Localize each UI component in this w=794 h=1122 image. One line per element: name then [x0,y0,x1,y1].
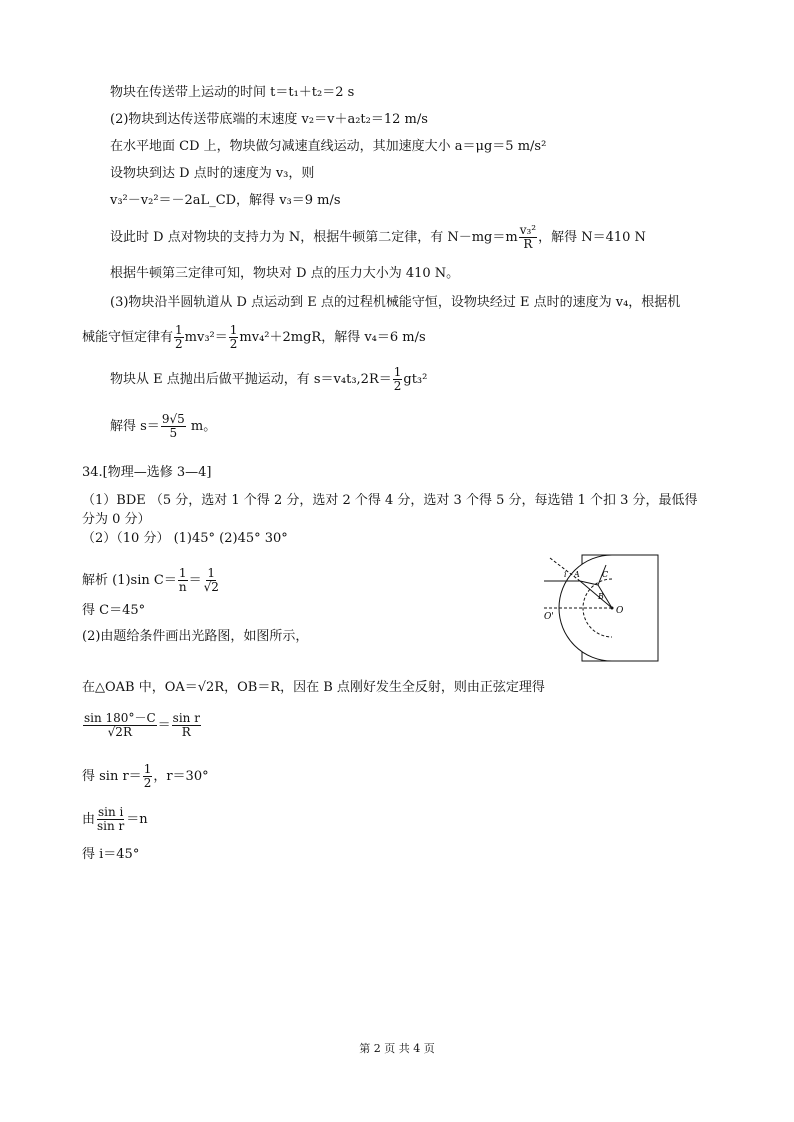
text-line [82,712,202,739]
text-line [82,806,148,833]
section-heading: 34.[物理—选修 3—4] [82,465,212,480]
text-part: mv₃²＝ [184,330,228,345]
numerator: 1 [229,323,238,337]
denominator: sin r [97,819,125,833]
text-line: (2)物块到达传送带底端的末速度 v₂＝v＋a₂t₂＝12 m/s [110,112,428,127]
fraction [229,324,239,351]
text-line: v₃²－v₂²＝－2aL_CD，解得 v₃＝9 m/s [110,193,341,208]
text-line [82,567,221,594]
denominator: 5 [169,426,178,440]
fraction [178,567,188,594]
text-line: （1）BDE （5 分，选对 1 个得 2 分，选对 2 个得 4 分，选对 3 个得 5 分，每选错 1 个扣 3 分，最低得 [82,493,698,508]
text-part: m。 [190,419,217,434]
text-line: （2）（10 分） (1)45° (2)45° 30° [82,531,288,546]
label-a: A [574,570,580,579]
denominator: √2R [107,725,132,739]
denominator: R [523,237,533,251]
fraction [393,366,403,393]
numerator: 9√5 [161,412,185,426]
numerator: sin r [172,711,200,725]
text-part: mv₄²＋2mgR，解得 v₄＝6 m/s [239,330,426,345]
text-part: ＝ [188,573,202,588]
text-part: 物块从 E 点抛出后做平抛运动，有 s＝v₄t₃,2R＝ [110,372,392,387]
text-line [82,763,209,790]
point-o [611,607,614,610]
numerator: 1 [207,566,216,580]
denominator: 2 [175,337,183,351]
text-line: 得 i＝45° [82,847,140,862]
fraction [203,567,220,594]
text-line [110,224,646,251]
text-part: 解析 (1)sin C＝ [82,573,177,588]
text-part: ，r＝30° [153,769,209,784]
fraction [174,324,184,351]
text-line: 物块在传送带上运动的时间 t＝t₁＋t₂＝2 s [110,85,355,100]
text-part: 由 [82,812,96,827]
denominator: 2 [393,379,402,393]
text-line [82,324,426,351]
text-line: 得 C＝45° [82,603,146,618]
text-part: 设此时 D 点对物块的支持力为 N，根据牛顿第二定律，有 N－mg＝m [110,230,518,245]
fraction [143,763,153,790]
denominator: 2 [229,337,238,351]
label-o-prime: O' [544,612,554,622]
text-line: 在△OAB 中，OA＝√2R，OB＝R，因在 B 点刚好发生全反射，则由正弦定理得 [82,680,545,695]
label-b: B [598,592,604,601]
denominator: R [181,725,191,739]
label-i: i [564,570,567,579]
numerator: 1 [393,365,402,379]
text-part: 械能守恒定律有 [82,330,174,345]
numerator: 1 [175,323,183,337]
numerator: sin i [97,805,124,819]
text-line [110,366,427,393]
text-part: ＝n [126,812,148,827]
fraction [161,413,186,440]
light-path-figure [540,553,660,665]
text-part: ＝ [157,718,171,733]
text-line: 分为 0 分） [82,512,151,527]
text-line: 根据牛顿第三定律可知，物块对 D 点的压力大小为 410 N。 [110,266,460,281]
fraction [83,712,157,739]
fraction [519,224,537,251]
page-footer: 第 2 页 共 4 页 [359,1042,435,1055]
text-part: gt₃² [403,372,428,387]
label-c: C [602,570,609,579]
fraction [172,712,201,739]
denominator: n [178,580,187,594]
text-line: (2)由题给条件画出光路图，如图所示， [82,629,309,644]
text-part: 解得 s＝ [110,419,160,434]
numerator: sin 180°－C [84,711,156,725]
numerator: 1 [143,762,152,776]
denominator: 2 [143,776,152,790]
text-line [110,413,216,440]
fraction [96,806,125,833]
numerator: 1 [178,566,187,580]
text-line: 在水平地面 CD 上，物块做匀减速直线运动，其加速度大小 a＝μg＝5 m/s² [110,139,547,154]
text-part: 得 sin r＝ [82,769,142,784]
text-line: (3)物块沿半圆轨道从 D 点运动到 E 点的过程机械能守恒，设物块经过 E 点时的速度为 v₄，根据机 [110,295,681,310]
label-o: O [616,606,624,616]
text-part: ，解得 N＝410 N [538,230,646,245]
numerator: v₃² [519,223,537,237]
denominator: √2 [203,580,219,594]
text-line: 设物块到达 D 点时的速度为 v₃，则 [110,166,315,181]
